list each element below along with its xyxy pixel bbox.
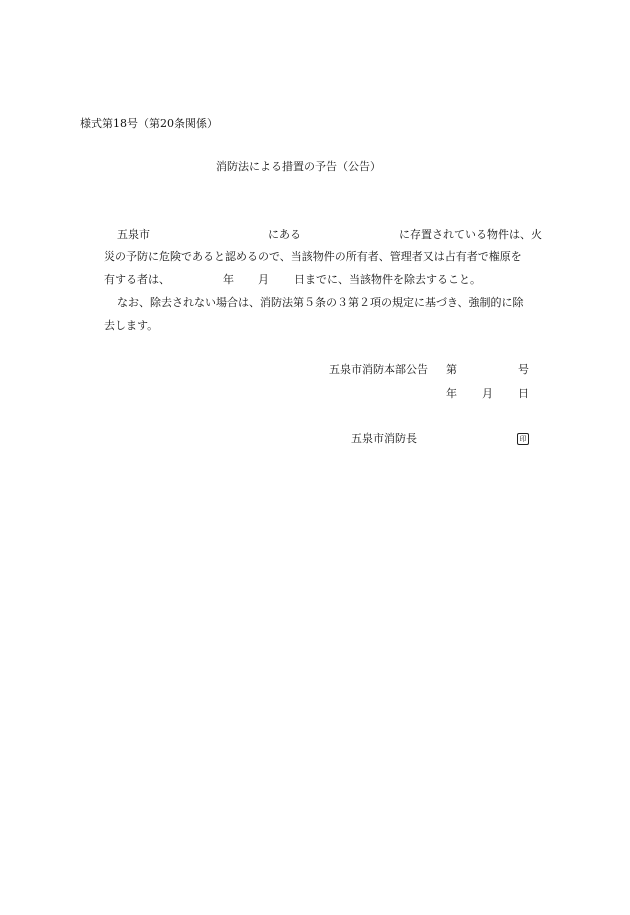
notice-day: 日 bbox=[518, 387, 529, 400]
body-line3-start: 有する者は、 bbox=[104, 273, 170, 286]
body-line3-end: 日までに、当該物件を除去すること。 bbox=[294, 273, 481, 286]
notice-go: 号 bbox=[518, 363, 529, 376]
signature-title: 五泉市消防長 bbox=[351, 432, 417, 445]
body-ni-aru: にある bbox=[268, 228, 301, 241]
notice-dai: 第 bbox=[446, 363, 457, 376]
body-year: 年 bbox=[223, 273, 234, 286]
body-city: 五泉市 bbox=[117, 228, 150, 241]
document-title: 消防法による措置の予告（公告） bbox=[216, 160, 381, 173]
body-line4: なお、除去されない場合は、消防法第５条の３第２項の規定に基づき、強制的に除 bbox=[117, 296, 524, 309]
form-number: 様式第18号（第20条関係） bbox=[80, 117, 218, 130]
body-month: 月 bbox=[258, 273, 269, 286]
body-line2: 災の予防に危険であると認めるので、当該物件の所有者、管理者又は占有者で権原を bbox=[104, 250, 522, 263]
notice-year: 年 bbox=[446, 387, 457, 400]
seal-icon: 印 bbox=[517, 433, 529, 445]
notice-month: 月 bbox=[482, 387, 493, 400]
body-line5: 去します。 bbox=[104, 319, 159, 332]
seal-mark bbox=[517, 432, 529, 445]
notice-issuer: 五泉市消防本部公告 bbox=[329, 363, 428, 376]
body-line1-end: に存置されている物件は、火 bbox=[399, 228, 542, 241]
